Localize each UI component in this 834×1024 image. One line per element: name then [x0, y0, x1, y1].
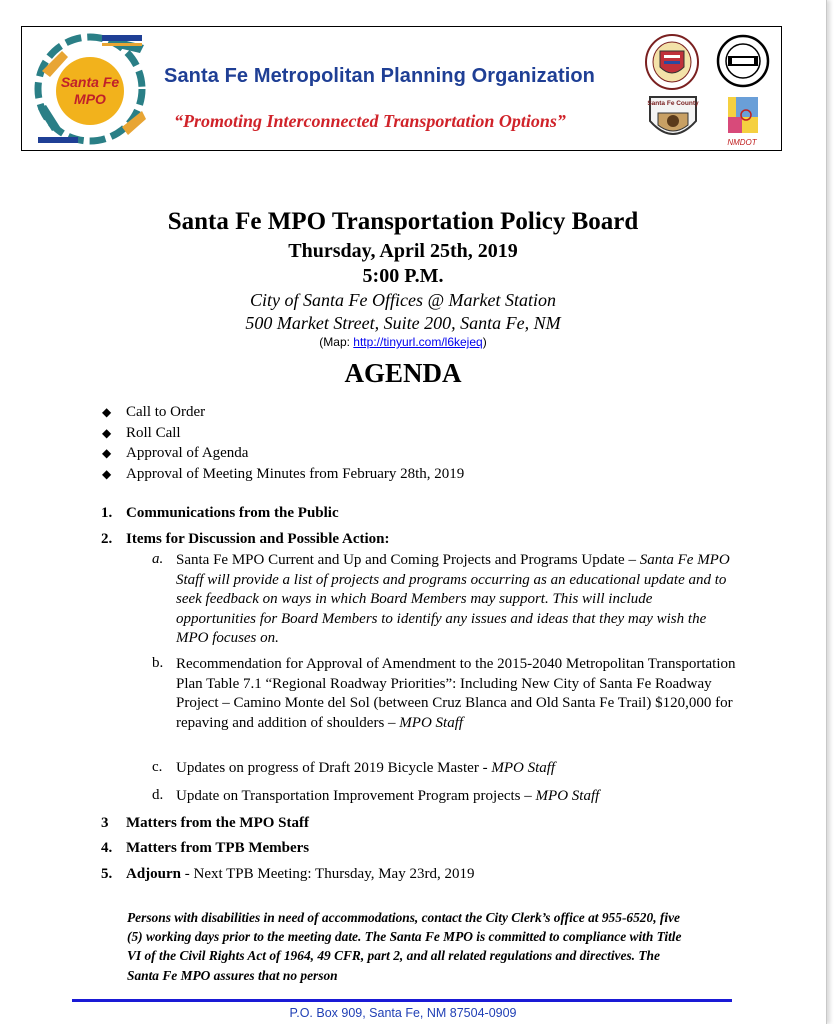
logo-text-bottom: MPO — [74, 91, 106, 107]
tagline: “Promoting Interconnected Transportation Options” — [174, 111, 566, 131]
subitem-c-italic: MPO Staff — [491, 760, 556, 776]
santa-fe-mpo-logo-icon — [32, 31, 150, 147]
diamond-bullet-icon: ◆ — [102, 426, 112, 440]
item-number: 4. — [101, 840, 113, 856]
item-text: Matters from TPB Members — [126, 840, 310, 856]
bullet-text: Roll Call — [126, 425, 181, 441]
item-text: Communications from the Public — [126, 505, 339, 521]
bullet-text: Approval of Meeting Minutes from February 28th, 2019 — [126, 466, 465, 482]
meeting-location-line2: 500 Market Street, Suite 200, Santa Fe, NM — [245, 313, 561, 333]
letterhead — [21, 26, 782, 151]
subitem-text — [176, 787, 736, 807]
list-item — [102, 445, 248, 462]
item-text: Matters from the MPO Staff — [126, 815, 309, 831]
agenda-item-5 — [101, 866, 474, 883]
meeting-title: Santa Fe MPO Transportation Policy Board — [167, 208, 639, 235]
subitem-text — [176, 551, 736, 649]
map-prefix: (Map: — [319, 335, 354, 349]
state-seal-icon — [716, 33, 770, 89]
subitem-text — [176, 759, 736, 779]
city-seal-icon — [644, 33, 700, 91]
logo-text-top: Santa Fe — [60, 74, 120, 90]
subitem-b-italic: MPO Staff — [399, 714, 464, 731]
map-suffix: ) — [482, 335, 487, 349]
item-number: 3 — [101, 815, 109, 831]
agenda-heading: AGENDA — [344, 358, 462, 388]
item-text: - Next TPB Meeting: Thursday, May 23rd, 2019 — [181, 866, 475, 882]
subitem-a-text: Santa Fe MPO Current and Up and Coming Projects and Programs Update – — [176, 552, 636, 568]
nmdot-logo-icon — [722, 93, 768, 149]
meeting-location-line1: City of Santa Fe Offices @ Market Station — [249, 290, 556, 310]
subitem-d-text: Update on Transportation Improvement Program projects – — [176, 788, 536, 804]
subitem-label: a. — [152, 551, 164, 567]
list-item — [102, 404, 205, 421]
meeting-time: 5:00 P.M. — [362, 265, 444, 287]
item-text-bold: Adjourn — [126, 866, 182, 882]
accessibility-notice: Persons with disabilities in need of accommodations, contact the City Clerk’s office at 955-6520, five (5) working days prior to the meeting date. The Santa Fe MPO is committed to compliance with Title VI of the Civil Rights Act of 1964, 49 CFR, part 2, and all related regulations and directives. The Santa Fe MPO assures that no person — [127, 910, 682, 983]
subitem-c-text: Updates on progress of Draft 2019 Bicycle Master - — [176, 760, 492, 776]
list-item — [102, 466, 464, 483]
item-text: Items for Discussion and Possible Action: — [126, 531, 390, 547]
subitem-d-italic: MPO Staff — [535, 788, 600, 804]
subitem-text — [176, 655, 736, 733]
agenda-item-3 — [101, 815, 309, 832]
nmdot-text: NMDOT — [727, 138, 757, 147]
county-seal-icon — [644, 91, 702, 147]
meeting-date: Thursday, April 25th, 2019 — [288, 240, 518, 262]
subitem-a-italic: Santa Fe MPO Staff will provide a list of projects and programs occurring as an educational update and to seek feedback on ways in which Board Members may support. This will include opportunities for Board Members to identify any issues and ideas that they may wish the MPO focuses on. — [176, 552, 730, 647]
agenda-item-4 — [101, 840, 309, 857]
item-number: 1. — [101, 505, 113, 521]
agenda-item-2 — [101, 531, 390, 548]
footer-address: P.O. Box 909, Santa Fe, NM 87504-0909 — [289, 1006, 517, 1020]
item-number: 5. — [101, 866, 113, 882]
diamond-bullet-icon: ◆ — [102, 405, 112, 419]
item-number: 2. — [101, 531, 113, 547]
bullet-text: Approval of Agenda — [126, 445, 249, 461]
footer-divider — [72, 999, 732, 1002]
subitem-label: c. — [152, 759, 163, 775]
list-item — [102, 425, 181, 442]
diamond-bullet-icon: ◆ — [102, 467, 112, 481]
county-seal-text: Santa Fe County — [647, 100, 699, 107]
subitem-b-text: Recommendation for Approval of Amendment to the 2015-2040 Metropolitan Transportation Plan Table 7.1 “Regional Roadway Priorities”: Including New City of Santa Fe Roadway Project – Camino Monte del Sol (between Cruz Blanca and Old Santa Fe Trail) $120,000 for repaving and addition of shoulders – — [176, 656, 736, 731]
map-link[interactable]: http://tinyurl.com/l6kejeq — [353, 335, 483, 349]
subitem-label: b. — [152, 655, 164, 671]
bullet-text: Call to Order — [126, 404, 206, 420]
map-reference — [0, 335, 806, 349]
subitem-label: d. — [152, 787, 164, 803]
organization-name: Santa Fe Metropolitan Planning Organization — [164, 65, 595, 87]
agenda-item-1 — [101, 505, 339, 522]
diamond-bullet-icon: ◆ — [102, 446, 112, 460]
